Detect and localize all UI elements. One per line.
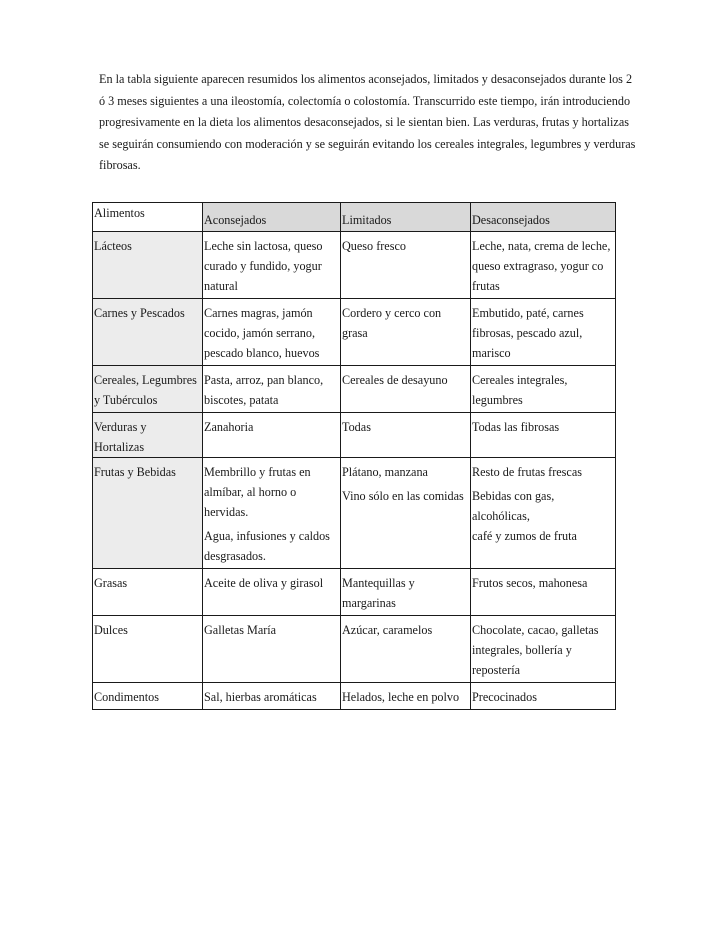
intro-line: progresivamente en la dieta los alimentos desaconsejados, si le sientan bien. Las verduras, frutas y hortalizas xyxy=(99,115,629,130)
limitados-cell: Cordero y cerco con grasa xyxy=(341,299,471,366)
table-row xyxy=(93,458,616,569)
category-cell: Condimentos xyxy=(93,683,203,710)
limitados-cell: Plátano, manzana Vino sólo en las comidas xyxy=(341,458,471,569)
aconsejados-cell: Pasta, arroz, pan blanco, biscotes, patata xyxy=(203,366,341,413)
desaconsejados-cell: Todas las fibrosas xyxy=(471,413,616,458)
table-row xyxy=(93,366,616,413)
limitados-cell: Azúcar, caramelos xyxy=(341,616,471,683)
aconsejados-cell: Aceite de oliva y girasol xyxy=(203,569,341,616)
category-cell: Carnes y Pescados xyxy=(93,299,203,366)
limitados-cell: Todas xyxy=(341,413,471,458)
table-row xyxy=(93,413,616,458)
category-cell: Grasas xyxy=(93,569,203,616)
intro-line: se seguirán consumiendo con moderación y se seguirán evitando los cereales integrales, legumbres y verduras xyxy=(99,136,636,151)
header-aconsejados: Aconsejados xyxy=(203,203,341,232)
desaconsejados-cell: Resto de frutas frescas Bebidas con gas, alcohólicas, café y zumos de fruta xyxy=(471,458,616,569)
aconsejados-cell: Sal, hierbas aromáticas xyxy=(203,683,341,710)
category-cell: Frutas y Bebidas xyxy=(93,458,203,569)
intro-line: En la tabla siguiente aparecen resumidos los alimentos aconsejados, limitados y desaconsejados durante los 2 xyxy=(99,72,633,86)
aconsejados-cell: Galletas María xyxy=(203,616,341,683)
table-row xyxy=(93,299,616,366)
limitados-cell: Queso fresco xyxy=(341,232,471,299)
table-row xyxy=(93,569,616,616)
aconsejados-cell: Zanahoria xyxy=(203,413,341,458)
category-cell: Lácteos xyxy=(93,232,203,299)
table-row xyxy=(93,616,616,683)
category-cell: Cereales, Legumbres y Tubérculos xyxy=(93,366,203,413)
aconsejados-cell: Membrillo y frutas en almíbar, al horno o hervidas. Agua, infusiones y caldos desgrasados. xyxy=(203,458,341,569)
desaconsejados-cell: Embutido, paté, carnes fibrosas, pescado azul, marisco xyxy=(471,299,616,366)
header-desaconsejados: Desaconsejados xyxy=(471,203,616,232)
aconsejados-cell: Leche sin lactosa, queso curado y fundido, yogur natural xyxy=(203,232,341,299)
aconsejados-cell: Carnes magras, jamón cocido, jamón serrano, pescado blanco, huevos xyxy=(203,299,341,366)
desaconsejados-cell: Precocinados xyxy=(471,683,616,710)
table-row xyxy=(93,232,616,299)
desaconsejados-cell: Frutos secos, mahonesa xyxy=(471,569,616,616)
desaconsejados-cell: Chocolate, cacao, galletas integrales, bollería y repostería xyxy=(471,616,616,683)
desaconsejados-cell: Leche, nata, crema de leche, queso extragraso, yogur co frutas xyxy=(471,232,616,299)
intro-paragraph xyxy=(99,69,636,177)
limitados-cell: Mantequillas y margarinas xyxy=(341,569,471,616)
table-header-row xyxy=(93,203,616,232)
limitados-cell: Helados, leche en polvo xyxy=(341,683,471,710)
header-alimentos: Alimentos xyxy=(93,203,203,232)
intro-line: ó 3 meses siguientes a una ileostomía, colectomía o colostomía. Transcurrido este tiempo, irán introduciendo xyxy=(99,93,631,108)
limitados-cell: Cereales de desayuno xyxy=(341,366,471,413)
table-row xyxy=(93,683,616,710)
category-cell: Dulces xyxy=(93,616,203,683)
desaconsejados-cell: Cereales integrales, legumbres xyxy=(471,366,616,413)
food-table xyxy=(92,202,616,710)
intro-line: fibrosas. xyxy=(99,158,141,173)
header-limitados: Limitados xyxy=(341,203,471,232)
category-cell: Verduras y Hortalizas xyxy=(93,413,203,458)
